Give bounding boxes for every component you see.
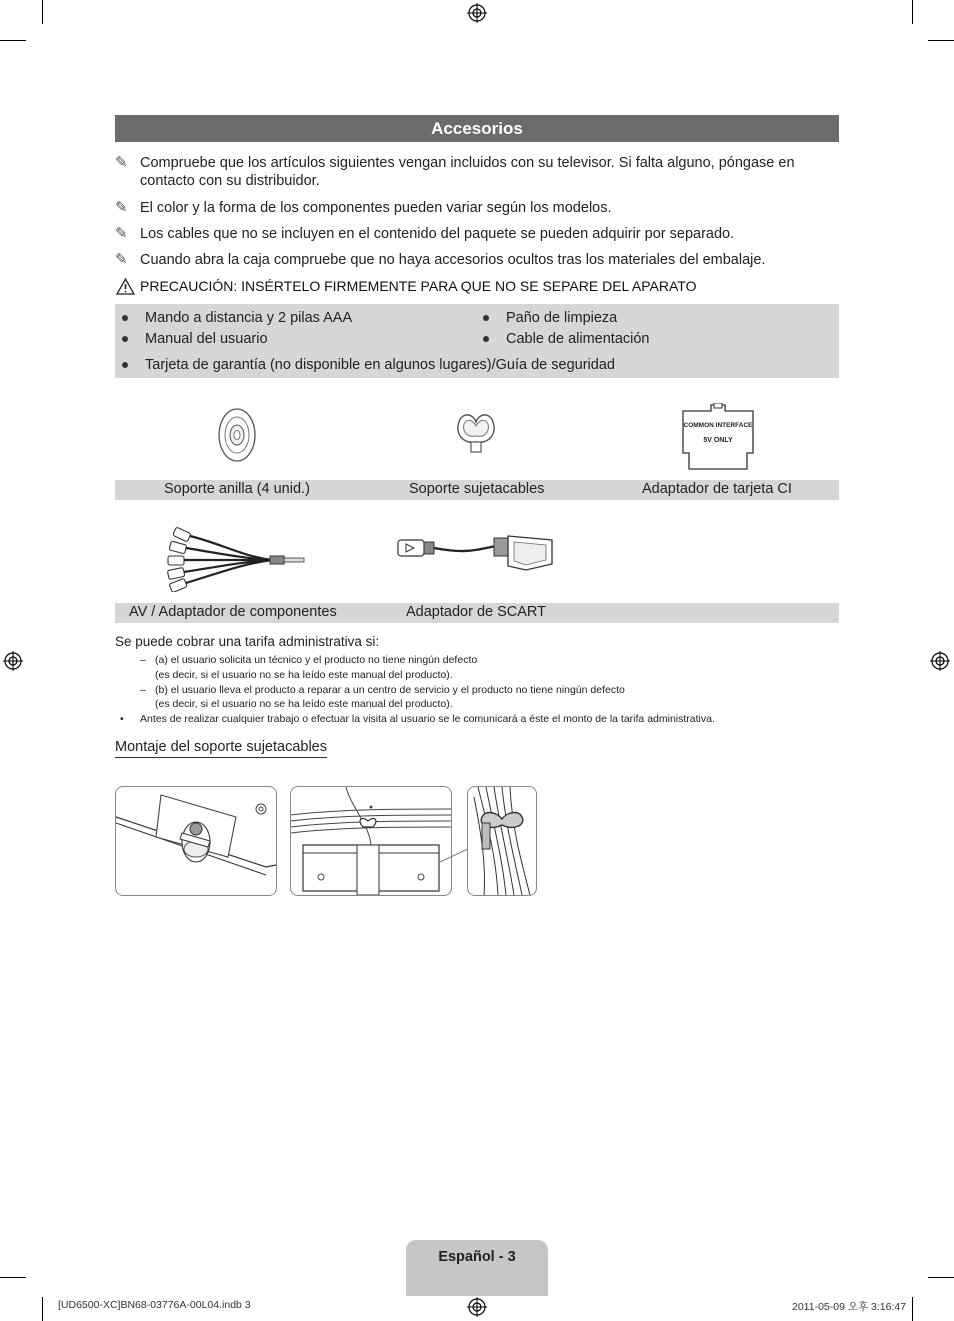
accessories-list: Mando a distancia y 2 pilas AAA Manual del usuario Paño de limpieza Cable de alimentación Tarjeta de garantía (no disponible en algunos lugares)/Guía de seguridad	[115, 304, 839, 378]
fee-condition-b-note: (es decir, si el usuario no se ha leído este manual del producto).	[155, 698, 453, 710]
note-text: Compruebe que los artículos siguientes vengan incluidos con su televisor. Si falta alguno, póngase en contacto con su distribuidor.	[140, 155, 795, 189]
dash-marker: –	[140, 684, 146, 696]
av-component-adapter-illustration	[162, 526, 308, 592]
crop-mark	[912, 1297, 913, 1321]
registration-mark-icon	[3, 651, 23, 671]
assembly-heading: Montaje del soporte sujetacables	[115, 739, 327, 758]
item-caption: Soporte sujetacables	[409, 481, 545, 497]
registration-mark-icon	[930, 651, 950, 671]
note-text: Cuando abra la caja compruebe que no haya accesorios ocultos tras los materiales del embalaje.	[140, 252, 766, 268]
pencil-note-icon: ✎	[115, 154, 128, 171]
crop-mark	[0, 1277, 26, 1278]
scart-adapter-illustration	[396, 528, 556, 576]
fee-condition-a-note: (es decir, si el usuario no se ha leído este manual del producto).	[155, 669, 453, 681]
crop-mark	[912, 0, 913, 24]
ci-card-label-1: COMMON INTERFACE	[683, 422, 753, 429]
bullet-marker: •	[120, 713, 124, 725]
note-text: Los cables que no se incluyen en el contenido del paquete se pueden adquirir por separado.	[140, 226, 735, 242]
footer-file-info: [UD6500-XC]BN68-03776A-00L04.indb 3	[58, 1299, 251, 1311]
ci-card-adapter-illustration	[681, 403, 755, 471]
registration-mark-icon	[467, 3, 487, 23]
pencil-note-icon: ✎	[115, 199, 128, 216]
pencil-note-icon: ✎	[115, 251, 128, 268]
item-caption: Adaptador de tarjeta CI	[642, 481, 792, 497]
footer-timestamp: 2011-05-09 오후 3:16:47	[792, 1301, 907, 1313]
fee-condition-b: (b) el usuario lleva el producto a reparar a un centro de servicio y el producto no tiene ningún defecto	[155, 684, 625, 696]
crop-mark	[42, 1297, 43, 1321]
ci-card-label-2: 5V ONLY	[703, 437, 733, 444]
fee-condition-a: (a) el usuario solicita un técnico y el producto no tiene ningún defecto	[155, 654, 478, 666]
pencil-note-icon: ✎	[115, 225, 128, 242]
registration-mark-icon	[467, 1297, 487, 1317]
note-text: El color y la forma de los componentes pueden variar según los modelos.	[140, 200, 612, 216]
item-caption: Soporte anilla (4 unid.)	[164, 481, 310, 497]
dash-marker: –	[140, 654, 146, 666]
note-item	[115, 225, 815, 243]
fee-intro: Se puede cobrar una tarifa administrativa si:	[115, 634, 380, 649]
note-item	[115, 251, 815, 269]
assembly-figure-2	[290, 786, 452, 896]
crop-mark	[42, 0, 43, 24]
caption-row	[115, 480, 839, 500]
page-number-tab: Español - 3	[406, 1240, 548, 1296]
item-caption: Adaptador de SCART	[406, 604, 546, 620]
assembly-figure-1	[115, 786, 277, 896]
holder-ring-illustration	[213, 406, 261, 464]
item-caption: AV / Adaptador de componentes	[129, 604, 337, 620]
section-title: Accesorios	[115, 115, 839, 142]
caption-row	[115, 603, 839, 623]
fee-notice: Antes de realizar cualquier trabajo o efectuar la visita al usuario se le comunicará a éste el monto de la tarifa administrativa.	[140, 713, 715, 725]
crop-mark	[0, 40, 26, 41]
crop-mark	[928, 1277, 954, 1278]
assembly-figure-3	[467, 786, 537, 896]
warning-triangle-icon	[116, 278, 135, 295]
caution-text: PRECAUCIÓN: INSÉRTELO FIRMEMENTE PARA QUE NO SE SEPARE DEL APARATO	[140, 278, 697, 294]
assembly-connector-line	[440, 846, 470, 864]
note-item	[115, 199, 815, 217]
crop-mark	[928, 40, 954, 41]
cable-holder-illustration	[453, 408, 499, 456]
note-item	[115, 154, 815, 190]
